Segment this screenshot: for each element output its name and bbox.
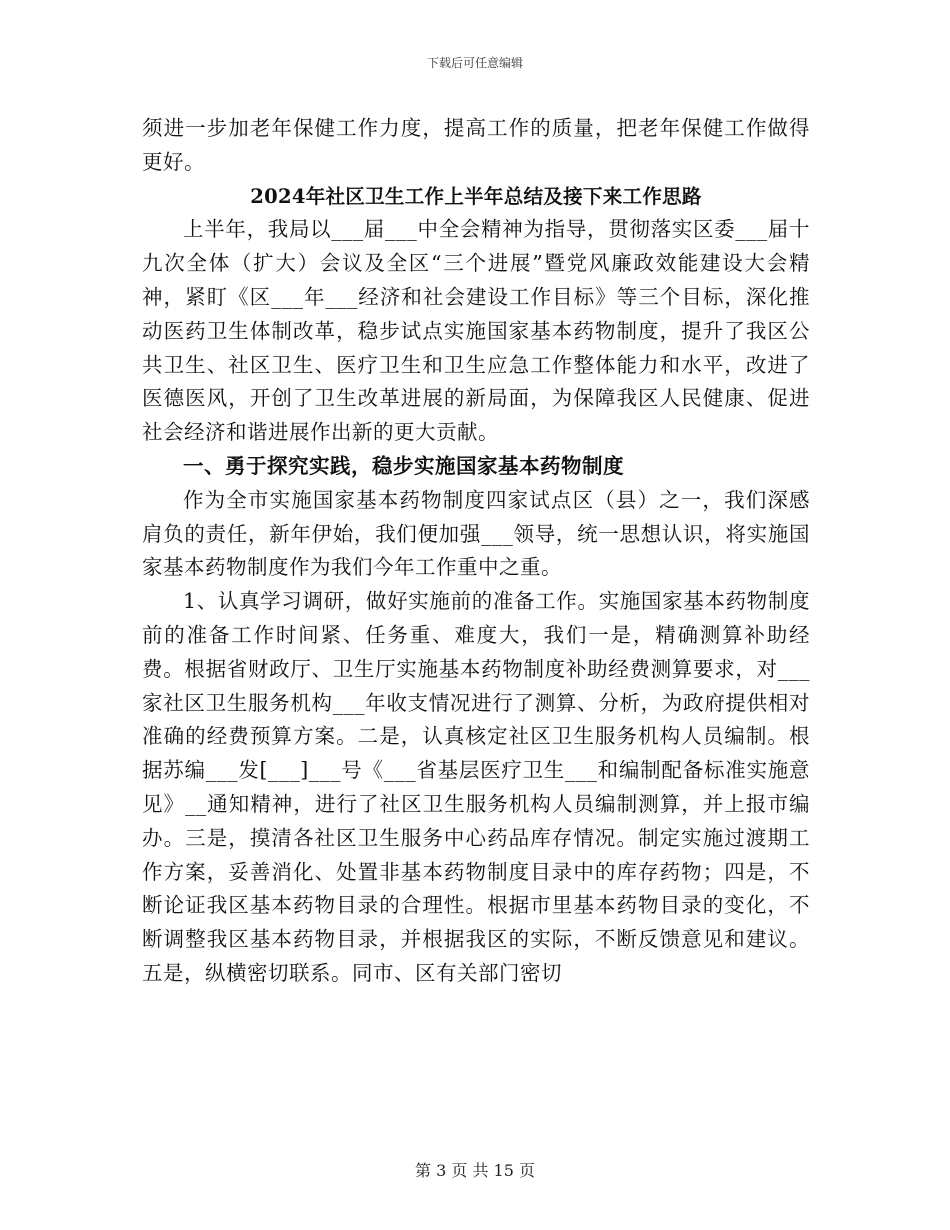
page-header: 下载后可任意编辑 bbox=[426, 56, 523, 70]
section-heading-1: 一、勇于探究实践，稳步实施国家基本药物制度 bbox=[183, 453, 624, 478]
document-body bbox=[142, 112, 810, 991]
continuation-paragraph: 须进一步加老年保健工作力度，提高工作的质量，把老年保健工作做得更好。 bbox=[142, 116, 810, 174]
item-1-paragraph: 1、认真学习调研，做好实施前的准备工作。实施国家基本药物制度前的准备工作时间紧、任务重、难度大，我们一是，精确测算补助经费。根据省财政厅、卫生厅实施基本药物制度补助经费测算要求，对___家社区卫生服务机构___年收支情况进行了测算、分析，为政府提供相对准确的经费预算方案。二是，认真核定社区卫生服务机构人员编制。根据苏编___发[___]___号《___省基层医疗卫生___和编制配备标准实施意见》__通知精神，进行了社区卫生服务机构人员编制测算，并上报市编办。三是，摸清各社区卫生服务中心药品库存情况。制定实施过渡期工作方案，妥善消化、处置非基本药物制度目录中的库存药物；四是，不断论证我区基本药物目录的合理性。根据市里基本药物目录的变化，不断调整我区基本药物目录，并根据我区的实际，不断反馈意见和建议。五是，纵横密切联系。同市、区有关部门密切 bbox=[142, 589, 810, 985]
page-footer: 第 3 页 共 15 页 bbox=[415, 1161, 535, 1180]
document-title: 2024年社区卫生工作上半年总结及接下来工作思路 bbox=[250, 184, 702, 208]
intro-paragraph: 上半年，我局以___届___中全会精神为指导，贯彻落实区委___届十九次全体（扩大）会议及全区“三个进展”暨党风廉政效能建设大会精神，紧盯《区___年___经济和社会建设工作目标》等三个目标，深化推动医药卫生体制改革，稳步试点实施国家基本药物制度，提升了我区公共卫生、社区卫生、医疗卫生和卫生应急工作整体能力和水平，改进了医德医风，开创了卫生改革进展的新局面，为保障我区人民健康、促进社会经济和谐进展作出新的更大贡献。 bbox=[142, 217, 810, 445]
section-1-paragraph: 作为全市实施国家基本药物制度四家试点区（县）之一，我们深感肩负的责任，新年伊始，我们便加强___领导，统一思想认识，将实施国家基本药物制度作为我们今年工作重中之重。 bbox=[142, 487, 810, 580]
